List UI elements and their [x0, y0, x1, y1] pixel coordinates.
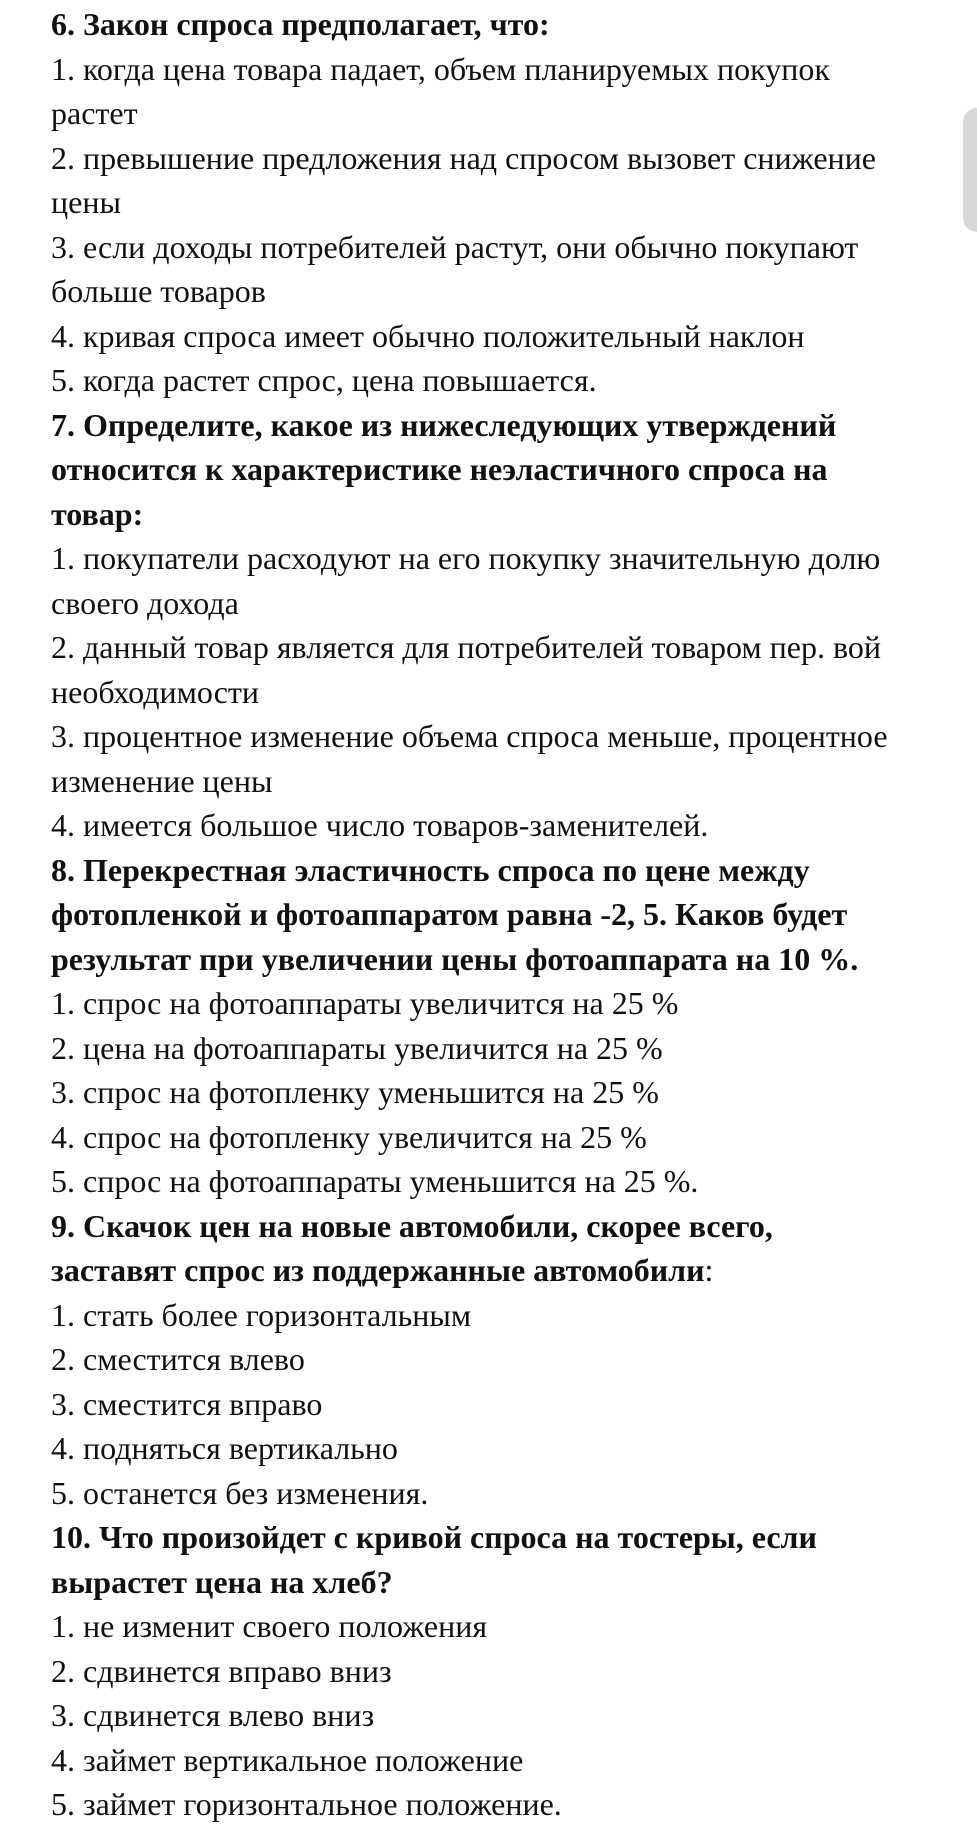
question-10 [51, 1515, 971, 1827]
question-8 [51, 848, 971, 1204]
question-title: 7. Определите, какое из нижеследующих утверждений [51, 406, 837, 443]
option-2: 2. цена на фотоаппараты увеличится на 25 % [51, 1029, 663, 1066]
scrollbar-handle[interactable] [963, 108, 977, 232]
option-4: 4. займет вертикальное положение [51, 1741, 524, 1778]
option-1-continuation: своего дохода [51, 584, 239, 621]
option-3: 3. процентное изменение объема спроса меньше, процентное [51, 718, 888, 754]
option-1: 1. покупатели расходуют на его покупку значительную долю [51, 540, 881, 576]
question-title-continuation: товар: [51, 495, 144, 532]
question-7 [51, 403, 971, 848]
option-4: 4. кривая спроса имеет обычно положительный наклон [51, 317, 805, 354]
option-1: 1. стать более горизонтальным [51, 1296, 472, 1333]
option-3-continuation: больше товаров [51, 273, 266, 309]
option-1-continuation: растет [51, 95, 138, 131]
option-2: 2. сдвинется вправо вниз [51, 1652, 392, 1689]
option-3: 3. сдвинется влево вниз [51, 1697, 375, 1733]
option-3: 3. если доходы потребителей растут, они обычно покупают [51, 228, 859, 265]
option-1: 1. когда цена товара падает, объем планируемых покупок [51, 50, 830, 87]
option-2-continuation: цены [51, 184, 121, 220]
question-title-continuation: относится к характеристике неэластичного спроса на [51, 451, 828, 487]
option-2: 2. данный товар является для потребителей товаром пер. вой [51, 629, 881, 665]
option-5: 5. когда растет спрос, цена повышается. [51, 362, 597, 398]
option-4: 4. подняться вертикально [51, 1430, 398, 1466]
option-2: 2. сместится влево [51, 1341, 305, 1377]
question-title: 9. Скачок цен на новые автомобили, скорее всего, [51, 1207, 773, 1244]
question-9 [51, 1204, 971, 1516]
option-4: 4. имеется большое число товаров-заменителей. [51, 807, 709, 843]
question-title-colon: : [704, 1252, 714, 1288]
question-title-text: заставят спрос из поддержанные автомобили [51, 1252, 705, 1288]
question-6 [51, 2, 971, 403]
option-1: 1. не изменит своего положения [51, 1608, 488, 1644]
questions-document [51, 2, 971, 1827]
option-2: 2. превышение предложения над спросом вызовет снижение [51, 139, 876, 176]
option-3-continuation: изменение цены [51, 762, 273, 799]
question-title-continuation: вырастет цена на хлеб? [51, 1563, 393, 1600]
option-1: 1. спрос на фотоаппараты увеличится на 25 % [51, 985, 679, 1021]
option-4: 4. спрос на фотопленку увеличится на 25 % [51, 1118, 647, 1155]
question-title: 10. Что произойдет с кривой спроса на тостеры, если [51, 1519, 817, 1555]
option-3: 3. сместится вправо [51, 1385, 323, 1422]
question-title: 6. Закон спроса предполагает, что: [51, 6, 550, 42]
option-3: 3. спрос на фотопленку уменьшится на 25 % [51, 1074, 659, 1110]
question-title-continuation [51, 1248, 971, 1293]
option-5: 5. спрос на фотоаппараты уменьшится на 25 %. [51, 1163, 699, 1199]
option-5: 5. займет горизонтальное положение. [51, 1786, 562, 1822]
option-5: 5. останется без изменения. [51, 1474, 429, 1511]
question-title: 8. Перекрестная эластичность спроса по цене между [51, 851, 810, 888]
option-2-continuation: необходимости [51, 673, 260, 710]
question-title-continuation: фотопленкой и фотоаппаратом равна -2, 5. Каков будет [51, 896, 848, 932]
question-title-continuation: результат при увеличении цены фотоаппарата на 10 %. [51, 940, 859, 977]
